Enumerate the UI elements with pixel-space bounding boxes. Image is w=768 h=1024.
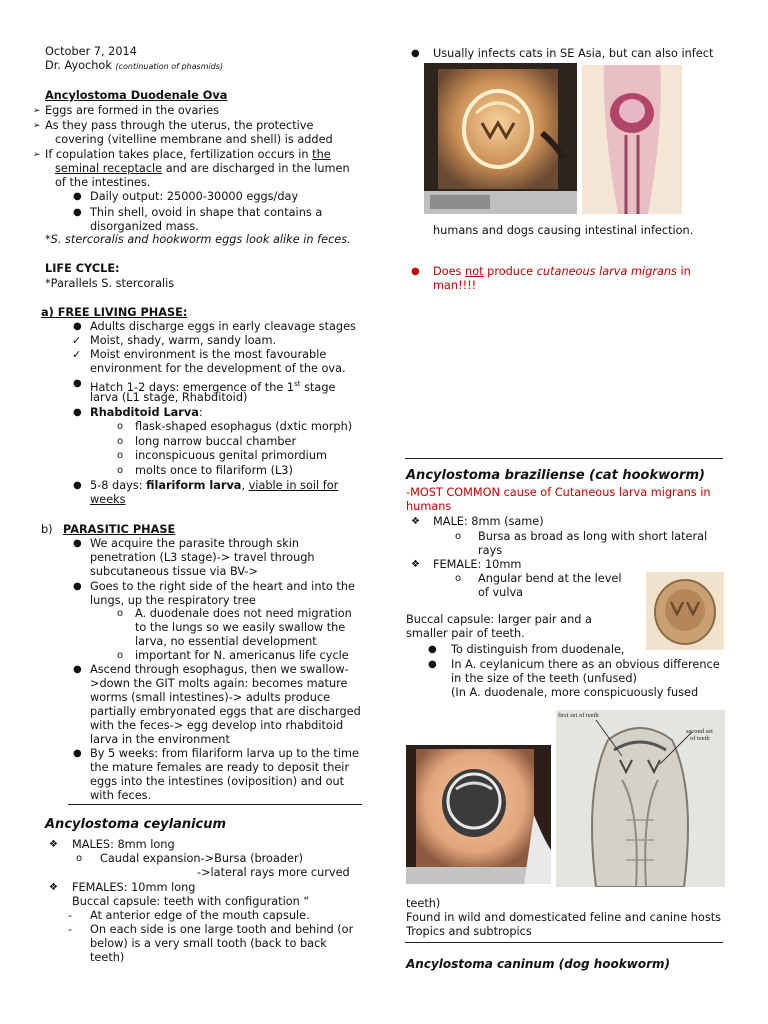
ceylanicum-dash: At anterior edge of the mouth capsule.: [90, 909, 310, 922]
dot-bullet-icon: ●: [428, 644, 437, 655]
ceylanicum-sub-cont: ->lateral rays more curved: [197, 866, 350, 879]
parasitic-item-cont: lungs, up the respiratory tree: [90, 594, 256, 607]
parasitic-sub: important for N. americanus life cycle: [135, 649, 349, 662]
circle-bullet-icon: o: [117, 421, 124, 432]
dot-bullet-icon: ●: [73, 480, 82, 491]
author-line: [45, 59, 223, 74]
parasitic-item-cont: with the feces-> egg develop into rhabditoid: [90, 719, 344, 732]
ova-bullet: [45, 148, 331, 162]
diamond-bullet-icon: ❖: [411, 559, 420, 570]
braziliense-male-sub-cont: rays: [478, 544, 503, 557]
rhabditoid-item: long narrow buccal chamber: [135, 435, 297, 448]
braziliense-title: Ancylostoma braziliense (cat hookworm): [406, 468, 705, 483]
free-underline: viable in soil for: [248, 479, 339, 492]
rhabditoid-item: flask-shaped esophagus (dxtic morph): [135, 420, 353, 433]
dot-bullet-icon: ●: [73, 191, 82, 202]
circle-bullet-icon: o: [455, 573, 462, 584]
parasitic-item: Goes to the right side of the heart and into the: [90, 580, 355, 593]
parasitic-sub: A. duodenale does not need migration: [135, 607, 352, 620]
braziliense-female: FEMALE: 10mm: [433, 558, 522, 571]
free-item: [90, 479, 338, 493]
braziliense-sub: -MOST COMMON cause of Cutaneous larva migrans in: [406, 486, 711, 499]
diagram-label: of teeth: [690, 735, 710, 742]
caninum-title: Ancylostoma caninum (dog hookworm): [406, 957, 670, 971]
hosts-text: Found in wild and domesticated feline and canine hosts: [406, 911, 722, 924]
author: Dr. Ayochok: [45, 59, 112, 72]
circle-bullet-icon: o: [76, 853, 83, 864]
section-divider: [405, 942, 723, 943]
dot-bullet-icon: ●: [73, 378, 82, 389]
parasitic-item-cont: penetration (L3 stage)-> travel through: [90, 551, 315, 564]
buccal-capsule-text-cont: smaller pair of teeth.: [406, 627, 525, 640]
dot-bullet-icon: ●: [73, 207, 82, 218]
ova-bullet: Eggs are formed in the ovaries: [45, 104, 220, 117]
section-divider: [68, 804, 362, 805]
cat-infection-cont: humans and dogs causing intestinal infection.: [433, 224, 694, 237]
parasitic-label: b): [41, 523, 53, 536]
parasitic-item-cont: >down the GIT molts again: becomes mature: [90, 677, 348, 690]
diagram-label: second set: [686, 728, 713, 735]
ceylanicum-title: Ancylostoma ceylanicum: [45, 817, 227, 832]
distinguish-item-cont: (In A. duodenale, more conspicuously fused: [451, 686, 699, 699]
dash-bullet-icon: -: [68, 923, 72, 936]
warn-text: produce: [483, 265, 537, 278]
dash-bullet-icon: -: [68, 909, 72, 922]
dot-bullet-icon: ●: [73, 748, 82, 759]
dot-bullet-icon: ●: [411, 48, 420, 59]
section-divider: [405, 458, 723, 459]
ova-sub-cont: disorganized mass.: [90, 220, 199, 233]
ceylanicum-item: MALES: 8mm long: [72, 838, 175, 851]
ova-title: Ancylostoma Duodenale Ova: [45, 89, 228, 102]
circle-bullet-icon: o: [117, 608, 124, 619]
fused-teeth-cont: teeth): [406, 897, 441, 910]
ova-bullet-cont: of the intestines.: [55, 176, 151, 189]
author-note: (continuation of phasmids): [115, 62, 224, 71]
lifecycle-sub: *Parallels S. stercoralis: [45, 277, 175, 290]
warn-not: not: [465, 265, 484, 278]
circle-bullet-icon: o: [117, 450, 124, 461]
ova-sub: Daily output: 25000-30000 eggs/day: [90, 190, 299, 203]
free-item: Moist, shady, warm, sandy loam.: [90, 334, 277, 347]
free-title: a) FREE LIVING PHASE:: [41, 306, 188, 319]
parasitic-item: We acquire the parasite through skin: [90, 537, 300, 550]
ceylanicum-dash: On each side is one large tooth and behind (or: [90, 923, 354, 936]
ceylanicum-item: FEMALES: 10mm long: [72, 881, 196, 894]
parasitic-sub-cont: larva, no essential development: [135, 635, 317, 648]
rhabditoid-item: inconspicuous genital primordium: [135, 449, 327, 462]
distinguish-item-cont: in the size of the teeth (unfused): [451, 672, 637, 685]
free-item: [90, 406, 203, 420]
ova-text: If copulation takes place, fertilization occurs in: [45, 148, 309, 161]
ova-underline: the: [312, 148, 331, 161]
free-text: Hatch 1-2 days: emergence of the 1: [90, 380, 295, 394]
dot-bullet-icon: ●: [428, 659, 437, 670]
projector-photo-graphic: [424, 63, 577, 214]
ceylanicum-item-cont: Buccal capsule: teeth with configuration “: [72, 895, 310, 908]
parasitic-item-cont: larva in the environment: [90, 733, 230, 746]
rhabditoid-larva: Rhabditoid Larva: [90, 406, 199, 419]
buccal-capsule-text: Buccal capsule: larger pair and a: [406, 613, 592, 626]
parasitic-item-cont: with feces.: [90, 789, 152, 802]
check-icon: ✓: [72, 348, 82, 361]
rhabditoid-item: molts once to filariform (L3): [135, 464, 293, 477]
dot-bullet-icon: ●: [73, 581, 82, 592]
distinguish-item: To distinguish from duodenale,: [451, 643, 625, 656]
arrow-bullet-icon: ➢: [33, 150, 41, 160]
warn-text: Does: [433, 265, 466, 278]
ceylanicum-sub: Caudal expansion->Bursa (broader): [100, 852, 304, 865]
colon: :: [198, 406, 203, 419]
dot-bullet-icon: ●: [73, 538, 82, 549]
stained-head-photo: [582, 65, 682, 214]
projector-photo-2-graphic: [406, 745, 551, 884]
braziliense-female-sub-cont: of vulva: [478, 586, 524, 599]
circle-bullet-icon: o: [117, 465, 124, 476]
free-item: Moist environment is the most favourable: [90, 348, 327, 361]
warn-italic: cutaneous larva migrans: [536, 265, 677, 278]
diamond-bullet-icon: ❖: [49, 882, 58, 893]
ova-bullet-cont: covering (vitelline membrane and shell) is added: [55, 133, 333, 146]
free-item: Adults discharge eggs in early cleavage stages: [90, 320, 356, 333]
ova-bullet-cont: [55, 162, 350, 176]
circle-bullet-icon: o: [117, 650, 124, 661]
hookworm-diagram-photo: [556, 710, 725, 887]
projector-photo-2: [406, 745, 551, 884]
arrow-bullet-icon: ➢: [33, 121, 41, 131]
ova-sub: Thin shell, ovoid in shape that contains a: [90, 206, 323, 219]
check-icon: ✓: [72, 334, 82, 347]
diagram-label: first set of teeth: [558, 712, 599, 719]
parasitic-item: By 5 weeks: from filariform larva up to the time: [90, 747, 359, 760]
region-text: Tropics and subtropics: [406, 925, 532, 938]
projector-photo: [424, 63, 577, 214]
red-bullet-icon: ●: [411, 266, 420, 277]
superscript: st: [294, 380, 301, 388]
parasitic-title: PARASITIC PHASE: [63, 523, 176, 536]
buccal-capsule-graphic: [646, 572, 724, 650]
braziliense-male-sub: Bursa as broad as long with short lateral: [478, 530, 708, 543]
lifecycle-title: LIFE CYCLE:: [45, 262, 120, 275]
arrow-bullet-icon: ➢: [33, 106, 41, 116]
ceylanicum-dash-cont: below) is a very small tooth (back to back: [90, 937, 327, 950]
braziliense-male: MALE: 8mm (same): [433, 515, 544, 528]
ova-note: *S. stercoralis and hookworm eggs look alike in feces.: [45, 233, 351, 246]
diamond-bullet-icon: ❖: [49, 839, 58, 850]
braziliense-sub-cont: humans: [406, 500, 452, 513]
cat-infection-text: Usually infects cats in SE Asia, but can also infect: [433, 47, 714, 60]
free-item-cont: larva (L1 stage, Rhabditoid): [90, 391, 248, 404]
free-text: stage: [300, 380, 336, 394]
dot-bullet-icon: ●: [73, 321, 82, 332]
date: October 7, 2014: [45, 45, 137, 58]
stained-head-graphic: [582, 65, 682, 214]
parasitic-item-cont: worms (small intestines)-> adults produce: [90, 691, 331, 704]
parasitic-item-cont: eggs into the intestines (oviposition) and out: [90, 775, 345, 788]
buccal-capsule-photo: [646, 572, 724, 650]
braziliense-female-sub: Angular bend at the level: [478, 572, 622, 585]
free-text: 5-8 days:: [90, 479, 147, 492]
free-text: ,: [241, 479, 249, 492]
cutaneous-warning-cont: man!!!!: [433, 279, 477, 292]
seminal-receptacle: seminal receptacle: [55, 162, 163, 175]
cutaneous-warning: [433, 265, 691, 279]
parasitic-item-cont: subcutaneous tissue via BV->: [90, 565, 258, 578]
dot-bullet-icon: ●: [73, 407, 82, 418]
circle-bullet-icon: o: [455, 531, 462, 542]
distinguish-item: In A. ceylanicum there as an obvious difference: [451, 658, 720, 671]
free-item-cont: weeks: [90, 493, 126, 506]
free-item-cont: environment for the development of the ova.: [90, 362, 346, 375]
filariform-larva: filariform larva: [146, 479, 242, 492]
parasitic-sub-cont: to the lungs so we easily swallow the: [135, 621, 346, 634]
ceylanicum-dash-cont: teeth): [90, 951, 125, 964]
parasitic-item: Ascend through esophagus, then we swallow-: [90, 663, 349, 676]
diamond-bullet-icon: ❖: [411, 516, 420, 527]
ova-bullet: As they pass through the uterus, the protective: [45, 119, 314, 132]
warn-text: in: [676, 265, 691, 278]
circle-bullet-icon: o: [117, 436, 124, 447]
parasitic-item-cont: the mature females are ready to deposit their: [90, 761, 350, 774]
parasitic-item-cont: partially embryonated eggs that are discharged: [90, 705, 361, 718]
dot-bullet-icon: ●: [73, 664, 82, 675]
ova-text: and are discharged in the lumen: [162, 162, 350, 175]
